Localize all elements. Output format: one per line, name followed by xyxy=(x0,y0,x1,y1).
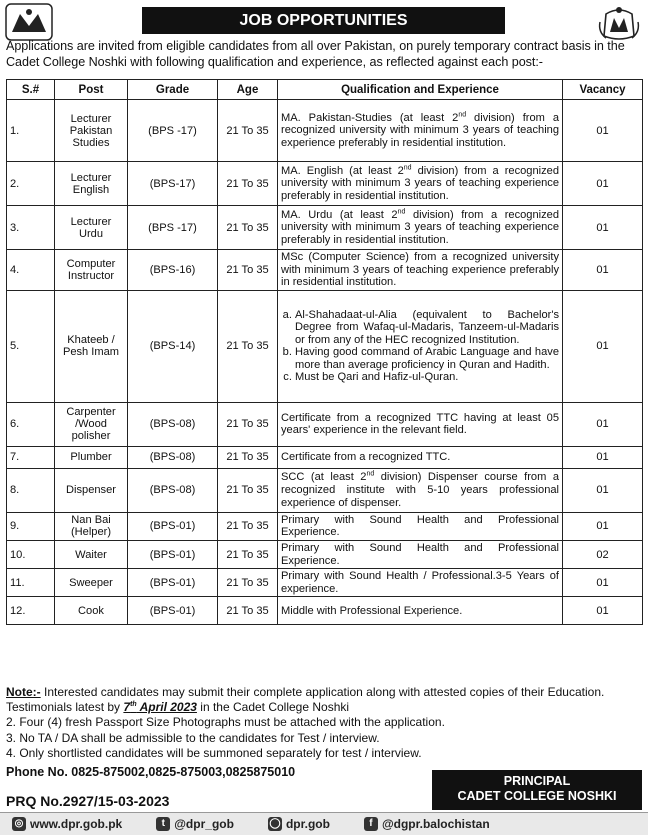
row-grade: (BPS-16) xyxy=(128,250,218,291)
row-grade: (BPS-08) xyxy=(128,468,218,512)
row-qualification: MSc (Computer Science) from a recognized university with minimum 3 years of teaching experience preferably in residential institution. xyxy=(278,250,563,291)
deadline-date: 7th April 2023 xyxy=(123,700,197,715)
row-vacancy: 01 xyxy=(563,290,643,402)
page-title: JOB OPPORTUNITIES xyxy=(142,7,505,34)
note-item-4: 4. Only shortlisted candidates will be summoned separately for test / interview. xyxy=(6,745,422,760)
row-qualification: MA. Pakistan-Studies (at least 2nd division) from a recognized university with minimum 3 years of teaching experience preferably in residential institution. xyxy=(278,100,563,162)
footer-facebook-text: @dgpr.balochistan xyxy=(381,817,490,831)
row-age: 21 To 35 xyxy=(218,446,278,468)
row-vacancy: 01 xyxy=(563,512,643,540)
row-post: Cook xyxy=(55,597,128,625)
table-row xyxy=(7,468,643,512)
footer-facebook[interactable] xyxy=(364,817,490,831)
row-grade: (BPS -17) xyxy=(128,206,218,250)
note-item-3: 3. No TA / DA shall be admissible to the candidates for Test / interview. xyxy=(6,730,380,745)
column-header-grade: Grade xyxy=(128,80,218,100)
notes-section xyxy=(6,685,642,761)
column-header-vacancy: Vacancy xyxy=(563,80,643,100)
row-grade: (BPS-14) xyxy=(128,290,218,402)
table-header-row xyxy=(7,80,643,100)
principal-title: PRINCIPAL xyxy=(503,774,571,788)
facebook-icon: f xyxy=(364,817,378,831)
row-vacancy: 02 xyxy=(563,540,643,568)
row-vacancy: 01 xyxy=(563,402,643,446)
row-post: Lecturer English xyxy=(55,162,128,206)
intro-paragraph: Applications are invited from eligible candidates from all over Pakistan, on purely temporary contract basis in the Cadet College Noshki with following qualification and experience, as reflected against each post:- xyxy=(6,39,625,69)
row-post: Computer Instructor xyxy=(55,250,128,291)
row-serial: 10. xyxy=(7,540,55,568)
row-grade: (BPS-08) xyxy=(128,402,218,446)
cadet-college-logo xyxy=(4,2,54,42)
table-row xyxy=(7,402,643,446)
row-post: Waiter xyxy=(55,540,128,568)
row-vacancy: 01 xyxy=(563,162,643,206)
table-row xyxy=(7,512,643,540)
principal-institution: CADET COLLEGE NOSHKI xyxy=(457,789,617,803)
footer-website-text: www.dpr.gob.pk xyxy=(30,817,123,831)
row-grade: (BPS-01) xyxy=(128,597,218,625)
note-item-2: 2. Four (4) fresh Passport Size Photographs must be attached with the application. xyxy=(6,715,445,730)
row-serial: 4. xyxy=(7,250,55,291)
row-serial: 7. xyxy=(7,446,55,468)
row-post: Carpenter /Wood polisher xyxy=(55,402,128,446)
row-qualification: Certificate from a recognized TTC having at least 05 years' experience in the relevant field. xyxy=(278,402,563,446)
row-age: 21 To 35 xyxy=(218,512,278,540)
row-qualification: MA. English (at least 2nd division) from a recognized university with minimum 3 years of teaching experience preferably in residential institution. xyxy=(278,162,563,206)
row-post: Lecturer Urdu xyxy=(55,206,128,250)
row-qualification: Primary with Sound Health / Professional.3-5 Years of experience. xyxy=(278,569,563,597)
row-post: Sweeper xyxy=(55,569,128,597)
row-serial: 1. xyxy=(7,100,55,162)
government-emblem-logo xyxy=(594,2,644,42)
row-serial: 3. xyxy=(7,206,55,250)
row-qualification xyxy=(278,290,563,402)
note-label: Note:- xyxy=(6,685,41,699)
job-rows xyxy=(7,100,643,625)
row-age: 21 To 35 xyxy=(218,540,278,568)
footer-instagram[interactable] xyxy=(268,817,330,831)
column-header-qualification: Qualification and Experience xyxy=(278,80,563,100)
table-row xyxy=(7,250,643,291)
instagram-icon: ◯ xyxy=(269,818,281,829)
row-serial: 8. xyxy=(7,468,55,512)
note-text-1b: in the Cadet College Noshki xyxy=(196,700,350,715)
row-vacancy: 01 xyxy=(563,569,643,597)
row-vacancy: 01 xyxy=(563,206,643,250)
table-row xyxy=(7,569,643,597)
qualification-list-item: b. Having good command of Arabic Language and have more than average proficiency in Quran and Hadith. xyxy=(295,346,559,371)
qualification-list-item: a. Al-Shahadaat-ul-Alia (equivalent to Bachelor's Degree from Wafaq-ul-Madaris, Tanzeem-ul-Madaris or from any of the HEC recognized Institution. xyxy=(295,309,559,347)
footer-twitter[interactable] xyxy=(156,817,234,831)
table-row xyxy=(7,540,643,568)
table-row xyxy=(7,597,643,625)
row-qualification: Primary with Sound Health and Professional Experience. xyxy=(278,512,563,540)
table-row xyxy=(7,206,643,250)
table-row xyxy=(7,100,643,162)
row-age: 21 To 35 xyxy=(218,569,278,597)
note-item-1 xyxy=(6,685,642,715)
row-age: 21 To 35 xyxy=(218,250,278,291)
row-qualification: Certificate from a recognized TTC. xyxy=(278,446,563,468)
job-table xyxy=(6,79,643,625)
footer-twitter-text: @dpr_gob xyxy=(174,817,234,831)
row-age: 21 To 35 xyxy=(218,597,278,625)
row-serial: 5. xyxy=(7,290,55,402)
qualification-list-item: c. Must be Qari and Hafiz-ul-Quran. xyxy=(295,371,559,384)
row-post: Lecturer Pakistan Studies xyxy=(55,100,128,162)
row-post: Plumber xyxy=(55,446,128,468)
row-serial: 11. xyxy=(7,569,55,597)
row-vacancy: 01 xyxy=(563,597,643,625)
column-header-age: Age xyxy=(218,80,278,100)
row-grade: (BPS-01) xyxy=(128,540,218,568)
footer-instagram-text: dpr.gob xyxy=(285,817,330,831)
table-row xyxy=(7,446,643,468)
row-grade: (BPS-17) xyxy=(128,162,218,206)
row-grade: (BPS-01) xyxy=(128,512,218,540)
table-row xyxy=(7,162,643,206)
prq-number: PRQ No.2927/15-03-2023 xyxy=(6,793,170,809)
row-vacancy: 01 xyxy=(563,468,643,512)
row-age: 21 To 35 xyxy=(218,100,278,162)
row-post: Khateeb / Pesh Imam xyxy=(55,290,128,402)
footer-website[interactable] xyxy=(12,817,122,831)
row-serial: 9. xyxy=(7,512,55,540)
row-serial: 12. xyxy=(7,597,55,625)
globe-icon: ◎ xyxy=(12,817,26,831)
row-post: Dispenser xyxy=(55,468,128,512)
twitter-icon: t xyxy=(156,817,170,831)
row-vacancy: 01 xyxy=(563,446,643,468)
row-age: 21 To 35 xyxy=(218,402,278,446)
row-post: Nan Bai (Helper) xyxy=(55,512,128,540)
row-qualification: SCC (at least 2nd division) Dispenser course from a recognized institute with 5-10 years professional experience of dispenser. xyxy=(278,468,563,512)
principal-signature-box xyxy=(432,770,642,810)
row-qualification: Primary with Sound Health and Professional Experience. xyxy=(278,540,563,568)
column-header-post: Post xyxy=(55,80,128,100)
row-grade: (BPS -17) xyxy=(128,100,218,162)
table-row xyxy=(7,290,643,402)
phone-numbers: Phone No. 0825-875002,0825-875003,0825875010 xyxy=(6,765,296,779)
row-vacancy: 01 xyxy=(563,100,643,162)
row-qualification: Middle with Professional Experience. xyxy=(278,597,563,625)
row-qualification: MA. Urdu (at least 2nd division) from a recognized university with minimum 3 years of teaching experience preferably in residential institution. xyxy=(278,206,563,250)
row-age: 21 To 35 xyxy=(218,468,278,512)
footer-bar xyxy=(0,812,648,835)
row-serial: 6. xyxy=(7,402,55,446)
row-vacancy: 01 xyxy=(563,250,643,291)
row-serial: 2. xyxy=(7,162,55,206)
row-grade: (BPS-08) xyxy=(128,446,218,468)
note-text-1a: Interested candidates may submit their complete application along with attested copies of their Education. Testimonials latest by xyxy=(6,685,605,715)
row-grade: (BPS-01) xyxy=(128,569,218,597)
row-age: 21 To 35 xyxy=(218,290,278,402)
column-header-sn: S.# xyxy=(7,80,55,100)
qualification-list xyxy=(281,309,559,385)
row-age: 21 To 35 xyxy=(218,162,278,206)
row-age: 21 To 35 xyxy=(218,206,278,250)
